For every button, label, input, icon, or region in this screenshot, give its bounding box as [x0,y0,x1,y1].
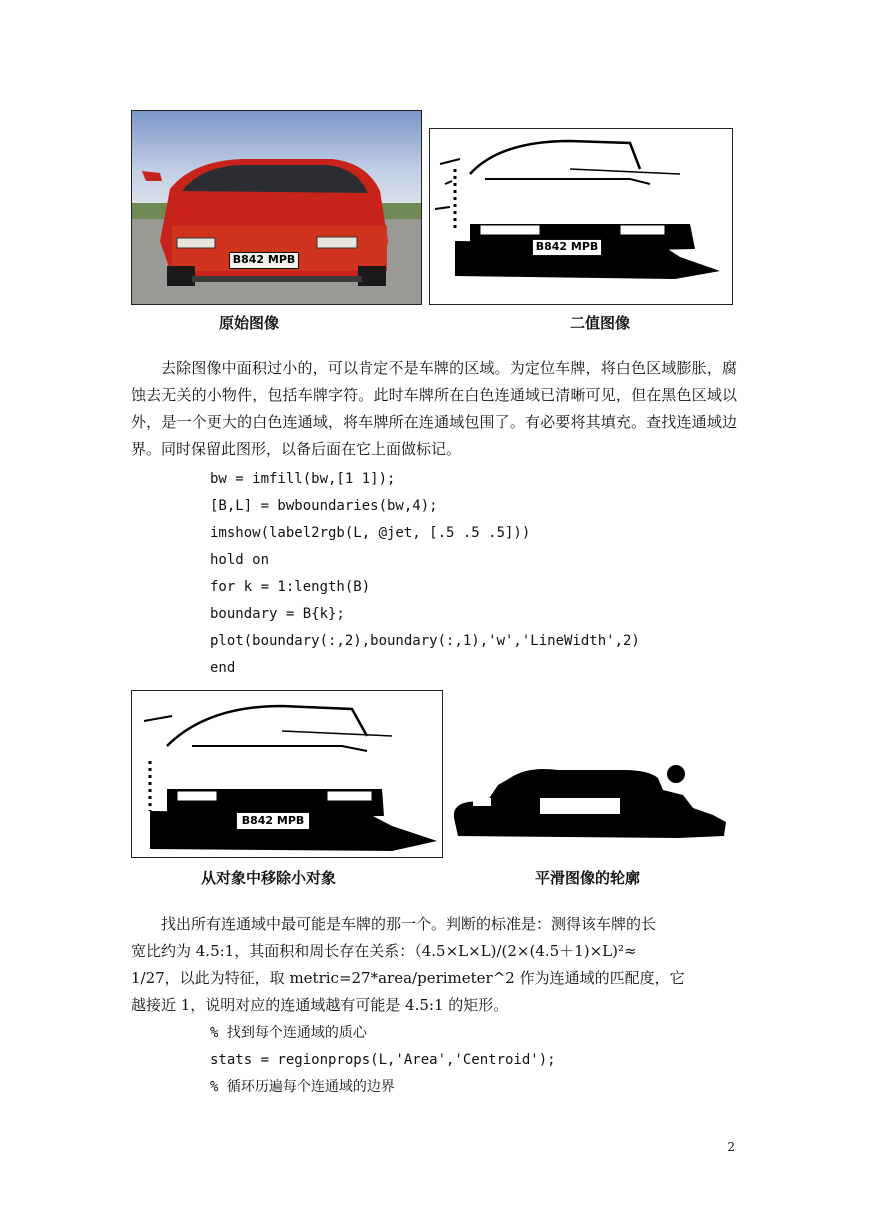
code-line: for k = 1:length(B) [210,579,371,595]
license-plate: B842 MPB [229,252,299,269]
paragraph-2-line: 宽比约为 4.5:1，其面积和周长存在关系：（4.5×L×L)/(2×(4.5＋1)×L)²≈ [131,942,637,960]
original-car-image [131,110,422,305]
code-line: stats = regionprops(L,'Area','Centroid'); [210,1052,556,1068]
binary-car-image [429,128,733,305]
paragraph-1 [131,355,737,463]
code-line: end [210,660,236,676]
code-line: plot(boundary(:,2),boundary(:,1),'w','LineWidth',2) [210,633,640,649]
code-line: boundary = B{k}; [210,606,345,622]
removed-objects-caption: 从对象中移除小对象 [201,869,337,887]
code-line: [B,L] = bwboundaries(bw,4); [210,498,438,514]
code-line: bw = imfill(bw,[1 1]); [210,471,396,487]
paragraph-2-line: 1/27，以此为特征，取 metric=27*area/perimeter^2 作为连通域的匹配度，它 [131,969,685,987]
original-image-caption: 原始图像 [219,314,280,332]
removed-graphic [132,691,443,858]
paragraph-2-line: 找出所有连通域中最可能是车牌的那一个。判断的标准是：测得该车牌的长 [161,915,657,933]
binary-graphic [430,129,733,305]
smoothed-outline-image [448,760,733,845]
paragraph-2 [131,911,737,1019]
license-plate-removed: B842 MPB [236,812,310,830]
code-line: hold on [210,552,270,568]
code-line: imshow(label2rgb(L, @jet, [.5 .5 .5])) [210,525,531,541]
license-plate-binary: B842 MPB [532,239,602,256]
paragraph-1-text: 去除图像中面积过小的，可以肯定不是车牌的区域。为定位车牌，将白色区域膨胀，腐蚀去无关的小物件，包括车牌字符。此时车牌所在白色连通域已清晰可见，但在黑色区域以外，是一个更大的白色连通域，将车牌所在连通域包围了。有必要将其填充。查找连通域边界。同时保留此图形，以备后面在它上面做标记。 [131,359,737,458]
page-number: 2 [727,1140,735,1154]
small-objects-removed-image [131,690,443,858]
code-line: % 循环历遍每个连通域的边界 [210,1079,395,1095]
car-photo-graphic [132,111,422,305]
smoothed-graphic [448,760,733,845]
smoothed-outline-caption: 平滑图像的轮廓 [535,869,641,887]
binary-image-caption: 二值图像 [570,314,631,332]
paragraph-2-line: 越接近 1，说明对应的连通域越有可能是 4.5:1 的矩形。 [131,996,509,1014]
code-line: % 找到每个连通域的质心 [210,1025,367,1041]
